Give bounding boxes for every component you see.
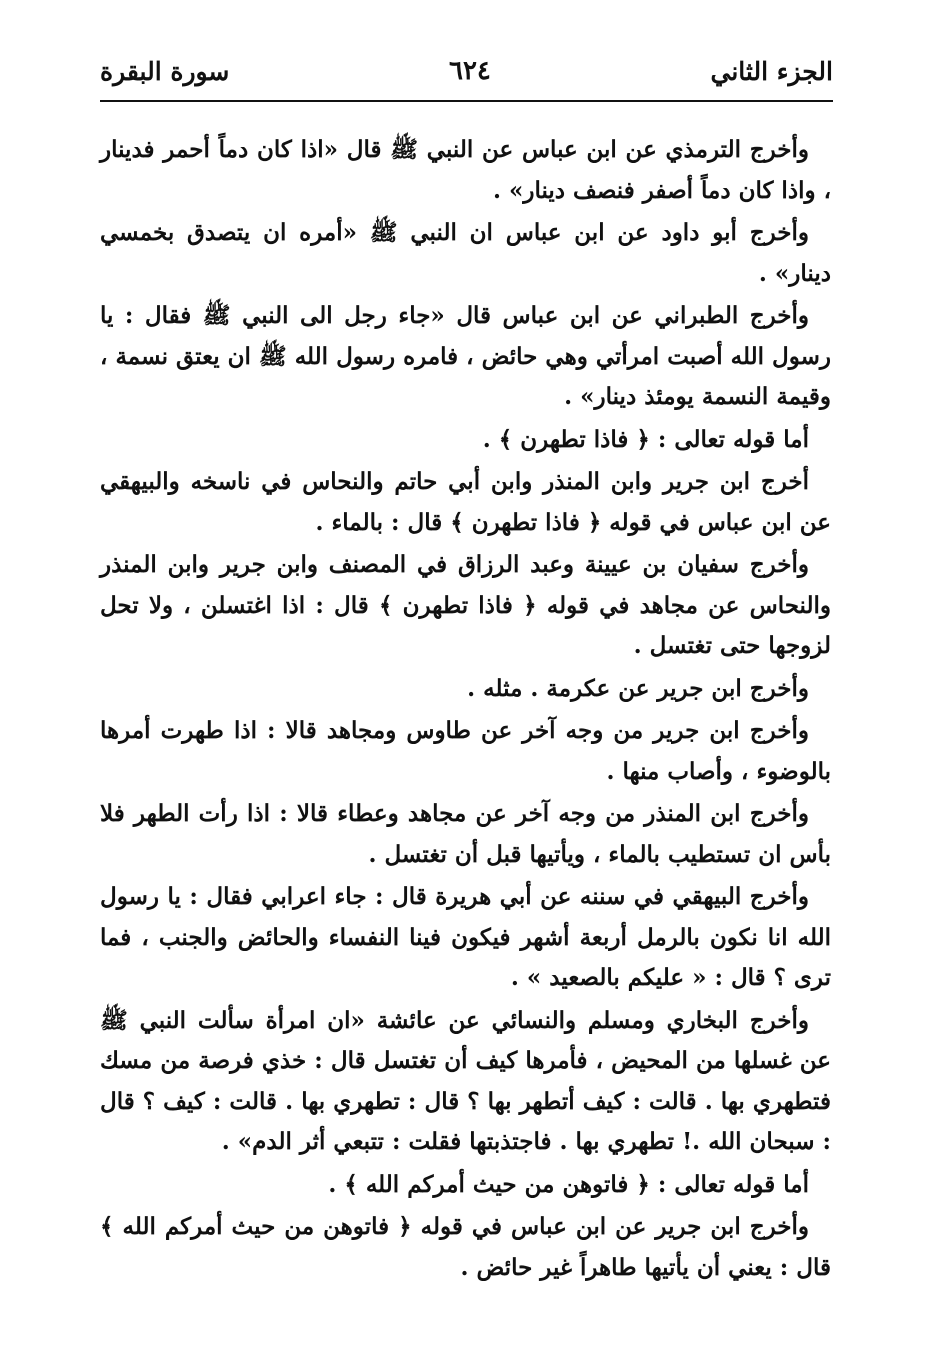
paragraph: وأخرج سفيان بن عيينة وعبد الرزاق في المصنف وابن جرير وابن المنذر والنحاس عن مجاهد في قوله ﴿ فاذا تطهرن ﴾ قال : اذا اغتسلن ، ولا تحل لزوجها حتى تغتسل . <box>100 551 831 659</box>
paragraph: وأخرج ابن المنذر من وجه آخر عن مجاهد وعطاء قالا : اذا رأت الطهر فلا بأس ان تستطيب بالماء ، ويأتيها قبل أن تغتسل . <box>100 800 831 868</box>
paragraph: أما قوله تعالى : ﴿ فاتوهن من حيث أمركم الله ﴾ . <box>328 1170 809 1198</box>
header-divider <box>100 100 833 102</box>
paragraph: أما قوله تعالى : ﴿ فاذا تطهرن ﴾ . <box>482 425 809 453</box>
paragraph: وأخرج أبو داود عن ابن عباس ان النبي ﷺ «أمره ان يتصدق بخمسي دينار» . <box>100 219 831 287</box>
page-header <box>100 50 833 92</box>
page-body <box>100 130 831 1290</box>
paragraph: وأخرج ابن جرير من وجه آخر عن طاوس ومجاهد قالا : اذا طهرت أمرها بالوضوء ، وأصاب منها . <box>100 717 831 785</box>
paragraph: وأخرج الطبراني عن ابن عباس قال «جاء رجل الى النبي ﷺ فقال : يا رسول الله أصبت امرأتي وهي حائض ، فامره رسول الله ﷺ ان يعتق نسمة ، وقيمة النسمة يومئذ دينار» . <box>100 302 831 410</box>
paragraph: وأخرج البيهقي في سننه عن أبي هريرة قال : جاء اعرابي فقال : يا رسول الله انا نكون بالرمل أربعة أشهر فيكون فينا النفساء والحائض والجنب ، فما ترى ؟ قال : « عليكم بالصعيد » . <box>100 883 831 991</box>
paragraph: أخرج ابن جرير وابن المنذر وابن أبي حاتم والنحاس في ناسخه والبيهقي عن ابن عباس في قوله ﴿ فاذا تطهرن ﴾ قال : بالماء . <box>100 468 831 536</box>
part-title: الجزء الثاني <box>710 56 833 86</box>
page-number: ٦٢٤ <box>449 56 491 86</box>
surah-title: سورة البقرة <box>100 56 230 86</box>
paragraph: وأخرج الترمذي عن ابن عباس عن النبي ﷺ قال «اذا كان دماً أحمر فدينار ، واذا كان دماً أصفر فنصف دينار» . <box>100 136 831 204</box>
paragraph: وأخرج ابن جرير عن عكرمة . مثله . <box>467 674 809 702</box>
paragraph: وأخرج البخاري ومسلم والنسائي عن عائشة «ان امرأة سألت النبي ﷺ عن غسلها من المحيض ، فأمرها كيف أن تغتسل قال : خذي فرصة من مسك فتطهري بها . قالت : كيف أتطهر بها ؟ قال : تطهري بها . قالت : كيف ؟ قال : سبحان الله .! تطهري بها . فاجتذبتها فقلت : تتبعي أثر الدم» . <box>100 1006 831 1155</box>
paragraph: وأخرج ابن جرير عن ابن عباس في قوله ﴿ فاتوهن من حيث أمركم الله ﴾ قال : يعني أن يأتيها طاهراً غير حائض . <box>100 1213 831 1281</box>
